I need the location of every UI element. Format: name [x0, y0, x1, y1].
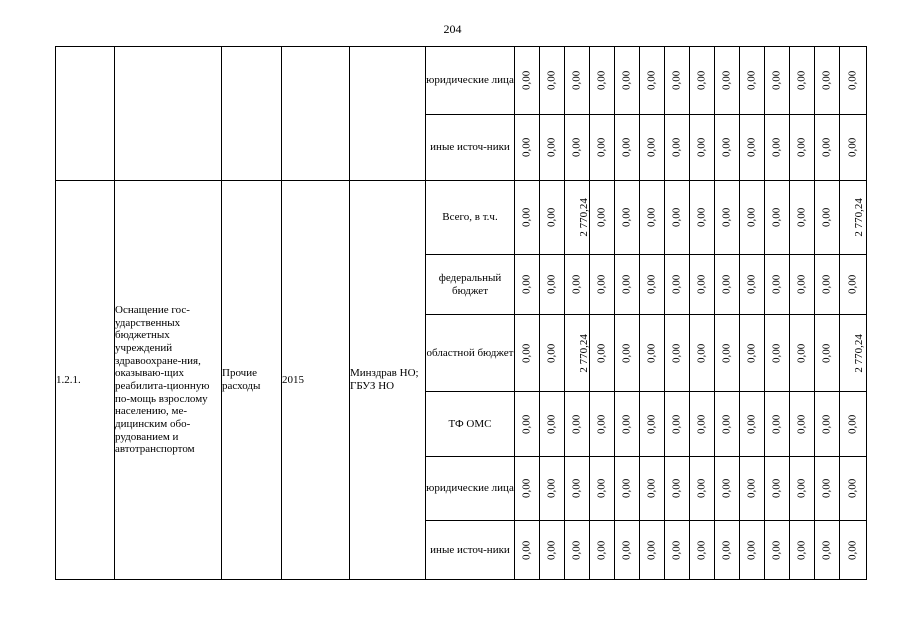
value-cell: [615, 521, 640, 580]
value-text: 0,00: [770, 274, 783, 295]
value-cell: [815, 255, 840, 315]
value-text: 0,00: [645, 414, 658, 434]
value-text: 0,00: [720, 343, 733, 363]
value-cell: [840, 521, 867, 580]
value-cell: [590, 115, 615, 181]
value-cell: [640, 181, 665, 255]
value-text: 0,00: [745, 343, 758, 363]
value-cell: [715, 521, 740, 580]
value-text: 0,00: [620, 207, 633, 228]
value-cell: [715, 47, 740, 115]
value-text: 0,00: [595, 70, 608, 91]
value-text: 0,00: [720, 540, 733, 560]
value-text: 0,00: [545, 414, 558, 434]
item-name-cell: [115, 47, 222, 181]
funding-source-cell: юридические лица: [426, 47, 515, 115]
value-cell: [765, 255, 790, 315]
value-cell: [740, 115, 765, 181]
value-text: 0,00: [570, 414, 583, 434]
value-cell: [815, 521, 840, 580]
value-cell: [840, 392, 867, 457]
value-cell: [640, 392, 665, 457]
value-cell: [790, 392, 815, 457]
value-text: 0,00: [695, 274, 708, 295]
value-text: 0,00: [770, 137, 783, 158]
value-text: 0,00: [520, 207, 533, 228]
value-text: 0,00: [645, 540, 658, 560]
value-cell: [515, 255, 540, 315]
value-text: 0,00: [695, 343, 708, 363]
value-cell: [640, 521, 665, 580]
value-cell: [665, 255, 690, 315]
value-text: 0,00: [670, 343, 683, 363]
value-text: 0,00: [720, 478, 733, 499]
value-text: 0,00: [820, 478, 833, 499]
value-cell: [840, 181, 867, 255]
value-text: 0,00: [770, 343, 783, 363]
value-text: 0,00: [520, 70, 533, 91]
value-text: 0,00: [645, 343, 658, 363]
value-text: 0,00: [820, 343, 833, 363]
table-row: [56, 181, 867, 255]
value-text: 0,00: [520, 274, 533, 295]
value-text: 0,00: [545, 137, 558, 158]
value-cell: [540, 392, 565, 457]
value-text: 0,00: [745, 414, 758, 434]
value-text: 0,00: [545, 274, 558, 295]
value-text: 0,00: [720, 207, 733, 228]
value-cell: [740, 457, 765, 521]
value-cell: [640, 47, 665, 115]
value-cell: [590, 392, 615, 457]
value-text: 0,00: [595, 274, 608, 295]
value-cell: [790, 255, 815, 315]
value-cell: [790, 47, 815, 115]
value-text: 0,00: [520, 137, 533, 158]
value-text: 0,00: [745, 540, 758, 560]
value-cell: [615, 457, 640, 521]
value-text: 0,00: [695, 70, 708, 91]
value-text: 0,00: [670, 478, 683, 499]
value-cell: [715, 315, 740, 392]
table-row: [56, 47, 867, 115]
value-text: 0,00: [595, 414, 608, 434]
value-cell: [640, 115, 665, 181]
value-text: 0,00: [795, 207, 808, 228]
value-cell: [515, 392, 540, 457]
value-text: 0,00: [595, 478, 608, 499]
value-text: 0,00: [570, 540, 583, 560]
value-cell: [815, 392, 840, 457]
value-cell: [590, 47, 615, 115]
value-text: 0,00: [695, 414, 708, 434]
funding-source-cell: иные источ-ники: [426, 521, 515, 580]
value-cell: [540, 315, 565, 392]
value-cell: [665, 521, 690, 580]
value-text: 0,00: [695, 478, 708, 499]
value-cell: [565, 181, 590, 255]
value-cell: [790, 115, 815, 181]
value-text: 0,00: [545, 478, 558, 499]
value-text: 2 770,24: [852, 333, 865, 373]
value-cell: [840, 47, 867, 115]
value-cell: [640, 315, 665, 392]
value-cell: [715, 255, 740, 315]
value-cell: [665, 392, 690, 457]
value-cell: [515, 115, 540, 181]
value-cell: [515, 181, 540, 255]
value-text: 0,00: [795, 343, 808, 363]
value-text: 0,00: [795, 274, 808, 295]
value-text: 0,00: [545, 540, 558, 560]
value-cell: [515, 457, 540, 521]
value-cell: [540, 521, 565, 580]
value-cell: [790, 181, 815, 255]
value-text: 0,00: [770, 207, 783, 228]
value-cell: [540, 255, 565, 315]
funding-source-cell: федеральный бюджет: [426, 255, 515, 315]
value-text: 0,00: [570, 478, 583, 499]
value-text: 0,00: [745, 137, 758, 158]
value-cell: [665, 47, 690, 115]
value-cell: [565, 392, 590, 457]
value-cell: [690, 315, 715, 392]
value-cell: [590, 181, 615, 255]
value-cell: [690, 181, 715, 255]
value-text: 0,00: [695, 207, 708, 228]
value-text: 0,00: [720, 414, 733, 434]
value-cell: [740, 47, 765, 115]
value-cell: [640, 457, 665, 521]
executor-cell: Минздрав НО; ГБУЗ НО: [350, 181, 426, 580]
value-cell: [740, 181, 765, 255]
value-text: 0,00: [545, 343, 558, 363]
value-text: 0,00: [846, 137, 859, 158]
value-cell: [740, 521, 765, 580]
value-text: 0,00: [795, 478, 808, 499]
value-text: 0,00: [595, 207, 608, 228]
value-text: 0,00: [620, 478, 633, 499]
value-cell: [840, 315, 867, 392]
value-cell: [615, 47, 640, 115]
value-cell: [690, 115, 715, 181]
value-cell: [790, 457, 815, 521]
value-cell: [665, 315, 690, 392]
value-text: 2 770,24: [577, 333, 590, 373]
value-text: 0,00: [620, 343, 633, 363]
value-cell: [565, 521, 590, 580]
value-text: 0,00: [520, 343, 533, 363]
value-text: 0,00: [745, 70, 758, 91]
value-text: 0,00: [670, 274, 683, 295]
value-cell: [565, 47, 590, 115]
funding-source-cell: Всего, в т.ч.: [426, 181, 515, 255]
value-cell: [565, 457, 590, 521]
funding-source-cell: областной бюджет: [426, 315, 515, 392]
value-text: 0,00: [846, 540, 859, 560]
value-text: 0,00: [595, 137, 608, 158]
value-text: 0,00: [670, 414, 683, 434]
value-cell: [640, 255, 665, 315]
value-text: 2 770,24: [852, 198, 865, 237]
value-cell: [540, 115, 565, 181]
year-cell: 2015: [282, 181, 350, 580]
value-cell: [715, 457, 740, 521]
value-text: 0,00: [720, 274, 733, 295]
year-cell: [282, 47, 350, 181]
value-cell: [715, 115, 740, 181]
value-cell: [815, 315, 840, 392]
value-cell: [690, 47, 715, 115]
value-cell: [565, 255, 590, 315]
value-cell: [815, 181, 840, 255]
value-text: 0,00: [645, 70, 658, 91]
value-cell: [765, 115, 790, 181]
value-cell: [690, 457, 715, 521]
value-cell: [690, 255, 715, 315]
value-text: 0,00: [846, 414, 859, 434]
value-text: 0,00: [645, 478, 658, 499]
value-cell: [590, 521, 615, 580]
value-text: 2 770,24: [577, 198, 590, 237]
value-text: 0,00: [645, 274, 658, 295]
value-cell: [565, 315, 590, 392]
value-cell: [740, 392, 765, 457]
value-text: 0,00: [820, 70, 833, 91]
value-text: 0,00: [620, 274, 633, 295]
expense-type-cell: Прочие расходы: [222, 181, 282, 580]
value-cell: [515, 315, 540, 392]
value-text: 0,00: [720, 70, 733, 91]
item-number-cell: [56, 47, 115, 181]
value-cell: [815, 47, 840, 115]
value-cell: [590, 315, 615, 392]
value-text: 0,00: [570, 137, 583, 158]
value-text: 0,00: [795, 137, 808, 158]
budget-table: [55, 46, 867, 580]
value-text: 0,00: [795, 540, 808, 560]
value-text: 0,00: [745, 207, 758, 228]
value-text: 0,00: [770, 540, 783, 560]
value-cell: [615, 315, 640, 392]
value-text: 0,00: [820, 274, 833, 295]
funding-source-cell: иные источ-ники: [426, 115, 515, 181]
funding-source-cell: юридические лица: [426, 457, 515, 521]
value-text: 0,00: [695, 137, 708, 158]
value-text: 0,00: [670, 137, 683, 158]
value-cell: [765, 392, 790, 457]
value-text: 0,00: [670, 70, 683, 91]
value-cell: [515, 521, 540, 580]
value-text: 0,00: [820, 414, 833, 434]
value-cell: [765, 315, 790, 392]
value-cell: [615, 255, 640, 315]
value-text: 0,00: [770, 478, 783, 499]
value-text: 0,00: [620, 414, 633, 434]
value-text: 0,00: [520, 478, 533, 499]
value-cell: [690, 392, 715, 457]
value-cell: [815, 115, 840, 181]
value-text: 0,00: [570, 70, 583, 91]
value-cell: [740, 255, 765, 315]
item-number-cell: 1.2.1.: [56, 181, 115, 580]
value-text: 0,00: [620, 137, 633, 158]
expense-type-cell: [222, 47, 282, 181]
value-cell: [840, 255, 867, 315]
value-cell: [540, 47, 565, 115]
value-cell: [540, 457, 565, 521]
value-text: 0,00: [645, 137, 658, 158]
value-cell: [765, 457, 790, 521]
value-cell: [765, 181, 790, 255]
value-text: 0,00: [695, 540, 708, 560]
value-cell: [765, 521, 790, 580]
value-text: 0,00: [846, 70, 859, 91]
value-cell: [540, 181, 565, 255]
value-cell: [665, 457, 690, 521]
value-cell: [615, 115, 640, 181]
value-cell: [665, 115, 690, 181]
value-text: 0,00: [595, 343, 608, 363]
value-text: 0,00: [520, 414, 533, 434]
value-text: 0,00: [670, 207, 683, 228]
value-text: 0,00: [820, 540, 833, 560]
value-text: 0,00: [520, 540, 533, 560]
value-text: 0,00: [720, 137, 733, 158]
funding-source-cell: ТФ ОМС: [426, 392, 515, 457]
value-text: 0,00: [846, 478, 859, 499]
value-cell: [690, 521, 715, 580]
value-cell: [715, 181, 740, 255]
value-cell: [665, 181, 690, 255]
value-cell: [815, 457, 840, 521]
value-text: 0,00: [545, 70, 558, 91]
executor-cell: [350, 47, 426, 181]
value-text: 0,00: [645, 207, 658, 228]
value-text: 0,00: [770, 70, 783, 91]
value-cell: [615, 181, 640, 255]
value-text: 0,00: [795, 414, 808, 434]
value-text: 0,00: [820, 207, 833, 228]
value-cell: [590, 255, 615, 315]
value-text: 0,00: [670, 540, 683, 560]
value-text: 0,00: [770, 414, 783, 434]
value-cell: [615, 392, 640, 457]
value-text: 0,00: [795, 70, 808, 91]
value-cell: [515, 47, 540, 115]
value-cell: [565, 115, 590, 181]
value-cell: [840, 115, 867, 181]
value-text: 0,00: [846, 274, 859, 295]
value-cell: [765, 47, 790, 115]
value-text: 0,00: [570, 274, 583, 295]
value-cell: [790, 315, 815, 392]
value-text: 0,00: [745, 274, 758, 295]
value-text: 0,00: [545, 207, 558, 228]
value-text: 0,00: [745, 478, 758, 499]
value-cell: [840, 457, 867, 521]
value-text: 0,00: [820, 137, 833, 158]
value-cell: [790, 521, 815, 580]
value-cell: [740, 315, 765, 392]
value-text: 0,00: [595, 540, 608, 560]
value-text: 0,00: [620, 70, 633, 91]
page-number: 204: [443, 22, 462, 36]
value-cell: [715, 392, 740, 457]
item-name-cell: Оснащение гос-ударственных бюджетных учреждений здравоохране-ния, оказываю-щих реабилита-ционную по-мощь взрослому населению, ме-дицинским обо-рудованием и автотранспортом: [115, 181, 222, 580]
value-cell: [590, 457, 615, 521]
value-text: 0,00: [620, 540, 633, 560]
